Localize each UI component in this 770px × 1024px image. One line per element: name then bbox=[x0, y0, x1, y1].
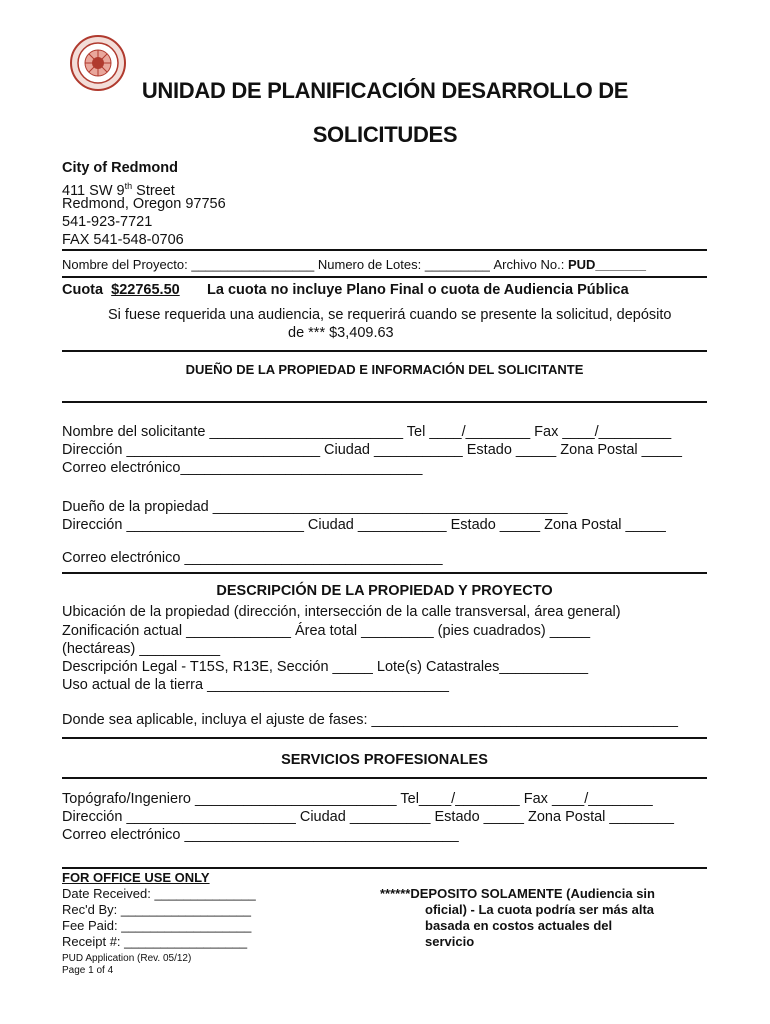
property-section-heading: DESCRIPCIÓN DE LA PROPIEDAD Y PROYECTO bbox=[216, 583, 553, 599]
deposit-note-line2: oficial) - La cuota podría ser más alta bbox=[425, 902, 655, 917]
page-number: Page 1 of 4 bbox=[62, 965, 114, 976]
city-name: City of Redmond bbox=[62, 160, 178, 176]
surveyor-email-field[interactable]: Correo electrónico __________________________________ bbox=[62, 827, 459, 843]
owner-address-field[interactable]: Dirección ______________________ Ciudad ___________ Estado _____ Zona Postal _____ bbox=[62, 517, 666, 533]
page-title-line2: SOLICITUDES bbox=[312, 122, 458, 147]
divider bbox=[62, 401, 707, 403]
phasing-field[interactable]: Donde sea aplicable, incluya el ajuste de fases: ______________________________________ bbox=[62, 712, 678, 728]
surveyor-address-field[interactable]: Dirección _____________________ Ciudad __________ Estado _____ Zona Postal ________ bbox=[62, 809, 674, 825]
project-name-field[interactable]: Nombre del Proyecto: _________________ Numero de Lotes: _________ Archivo No.: PUD_______ bbox=[62, 257, 647, 272]
received-by-field[interactable]: Rec'd By: __________________ bbox=[62, 902, 251, 917]
hectares-field[interactable]: (hectáreas) __________ bbox=[62, 641, 221, 657]
divider bbox=[62, 249, 707, 251]
form-revision: PUD Application (Rev. 05/12) bbox=[62, 953, 192, 964]
divider bbox=[62, 572, 707, 574]
surveyor-name-field[interactable]: Topógrafo/Ingeniero _________________________ Tel____/________ Fax ____/________ bbox=[62, 791, 653, 807]
deposit-note-line4: servicio bbox=[425, 934, 475, 949]
page-title: UNIDAD DE PLANIFICACIÓN DESARROLLO DE bbox=[141, 78, 629, 103]
fee-line: Cuota $22765.50 bbox=[62, 282, 180, 298]
divider bbox=[62, 276, 707, 278]
property-location-field[interactable]: Ubicación de la propiedad (dirección, intersección de la calle transversal, área general) bbox=[62, 604, 621, 620]
date-received-field[interactable]: Date Received: ______________ bbox=[62, 886, 256, 901]
deposit-note-line1: ******DEPOSITO SOLAMENTE (Audiencia sin bbox=[380, 886, 655, 901]
professional-section-heading: SERVICIOS PROFESIONALES bbox=[281, 752, 488, 768]
fax-number: FAX 541-548-0706 bbox=[62, 232, 184, 248]
fee-note: La cuota no incluye Plano Final o cuota de Audiencia Pública bbox=[207, 282, 629, 298]
land-use-field[interactable]: Uso actual de la tierra ______________________________ bbox=[62, 677, 449, 693]
zoning-area-field[interactable]: Zonificación actual _____________ Área total _________ (pies cuadrados) _____ bbox=[62, 623, 591, 639]
receipt-number-field[interactable]: Receipt #: _________________ bbox=[62, 934, 248, 949]
hearing-deposit-text: Si fuese requerida una audiencia, se requerirá cuando se presente la solicitud, depósito bbox=[108, 307, 672, 323]
divider bbox=[62, 777, 707, 779]
divider bbox=[62, 867, 707, 869]
owner-section-heading: DUEÑO DE LA PROPIEDAD E INFORMACIÓN DEL SOLICITANTE bbox=[185, 362, 584, 377]
owner-email-field[interactable]: Correo electrónico ________________________________ bbox=[62, 550, 443, 566]
owner-name-field[interactable]: Dueño de la propiedad ____________________________________________ bbox=[62, 499, 568, 515]
applicant-address-field[interactable]: Dirección ________________________ Ciudad ___________ Estado _____ Zona Postal _____ bbox=[62, 442, 682, 458]
divider bbox=[62, 350, 707, 352]
city-state-zip: Redmond, Oregon 97756 bbox=[62, 196, 226, 212]
applicant-email-field[interactable]: Correo electrónico______________________________ bbox=[62, 460, 423, 476]
office-use-heading: FOR OFFICE USE ONLY bbox=[62, 870, 210, 885]
applicant-name-field[interactable]: Nombre del solicitante ________________________ Tel ____/________ Fax ____/_________ bbox=[62, 424, 672, 440]
legal-description-field[interactable]: Descripción Legal - T15S, R13E, Sección _____ Lote(s) Catastrales___________ bbox=[62, 659, 589, 675]
deposit-note-line3: basada en costos actuales del bbox=[425, 918, 613, 933]
divider bbox=[62, 737, 707, 739]
fee-paid-field[interactable]: Fee Paid: __________________ bbox=[62, 918, 252, 933]
street-address: 411 SW 9th Street bbox=[62, 181, 175, 199]
hearing-deposit-amount: de *** $3,409.63 bbox=[288, 325, 394, 341]
phone-number: 541-923-7721 bbox=[62, 214, 153, 230]
